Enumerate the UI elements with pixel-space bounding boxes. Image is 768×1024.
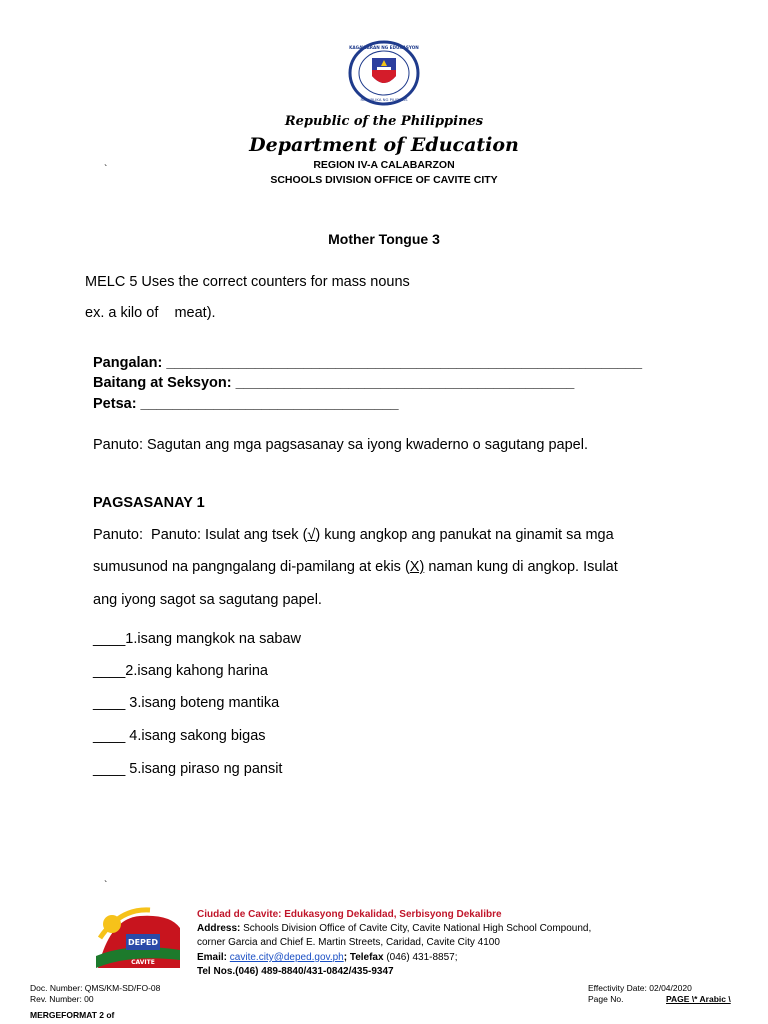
mergeformat-field: MERGEFORMAT 2 of xyxy=(30,1010,115,1020)
footer-address-line-1 xyxy=(197,923,591,935)
telefax-number: (046) 431-8857; xyxy=(383,952,458,963)
footer-tel-line xyxy=(197,966,394,978)
instruction-line-3: ang iyong sagot sa sagutang papel. xyxy=(93,592,322,608)
svg-text:DEPED: DEPED xyxy=(127,938,159,947)
x-mark-symbol: X) xyxy=(409,559,425,575)
footer-contact-line xyxy=(197,952,458,964)
stray-mark: ` xyxy=(104,880,108,891)
exercise-title: PAGSASANAY 1 xyxy=(93,495,205,511)
rev-number: Rev. Number: 00 xyxy=(30,994,94,1004)
effectivity-date: Effectivity Date: 02/04/2020 xyxy=(588,983,692,993)
address-label: Address: xyxy=(197,923,241,934)
republic-heading: Republic of the Philippines xyxy=(284,114,484,129)
melc-text: MELC 5 Uses the correct counters for mass nouns xyxy=(85,274,410,290)
svg-text:CAVITE: CAVITE xyxy=(131,959,155,966)
address-text: Schools Division Office of Cavite City, Cavite National High School Compound, xyxy=(240,923,592,934)
footer-motto: Ciudad de Cavite: Edukasyong Dekalidad, Serbisyong Dekalibre xyxy=(197,909,502,920)
instruction-text: Panuto: Panuto: Isulat ang tsek ( xyxy=(93,527,308,543)
email-link[interactable]: cavite.city@deped.gov.ph xyxy=(229,952,344,963)
telefax-label: ; Telefax xyxy=(343,952,384,963)
footer-address-line-2: corner Garcia and Chief E. Martin Streets, Caridad, Cavite City 4100 xyxy=(197,937,500,948)
tel-numbers: (046) 489-8840/431-0842/435-9347 xyxy=(235,966,394,977)
example-text: ex. a kilo of meat). xyxy=(85,305,216,321)
name-field[interactable]: Pangalan: ___________________________________________________________ xyxy=(93,355,643,371)
instruction-line-2 xyxy=(93,559,618,575)
division-heading: SCHOOLS DIVISION OFFICE OF CAVITE CITY xyxy=(270,174,498,186)
exercise-item[interactable]: ____2.isang kahong harina xyxy=(93,663,268,679)
check-mark-symbol: √ xyxy=(307,527,316,543)
svg-text:REPUBLIKA NG PILIPINAS: REPUBLIKA NG PILIPINAS xyxy=(360,97,408,102)
tel-label: Tel Nos. xyxy=(197,966,236,977)
subject-title: Mother Tongue 3 xyxy=(328,231,440,247)
stray-mark: ` xyxy=(104,164,108,175)
deped-seal-logo xyxy=(347,40,421,106)
page-number-field: PAGE \* Arabic \ xyxy=(666,994,731,1004)
general-instructions: Panuto: Sagutan ang mga pagsasanay sa iyong kwaderno o sagutang papel. xyxy=(93,437,588,453)
instruction-text: naman kung di angkop. Isulat xyxy=(424,559,618,575)
grade-section-field[interactable]: Baitang at Seksyon: __________________________________________ xyxy=(93,375,575,391)
exercise-item[interactable]: ____ 3.isang boteng mantika xyxy=(93,695,280,711)
instruction-text: sumusunod na pangngalang di-pamilang at ekis ( xyxy=(93,559,410,575)
instruction-line-1 xyxy=(93,527,614,543)
svg-text:KAGAWARAN NG EDUKASYON: KAGAWARAN NG EDUKASYON xyxy=(349,45,419,50)
exercise-item[interactable]: ____ 5.isang piraso ng pansit xyxy=(93,761,283,777)
date-field[interactable]: Petsa: ________________________________ xyxy=(93,396,399,412)
exercise-item[interactable]: ____ 4.isang sakong bigas xyxy=(93,728,266,744)
email-label: Email: xyxy=(197,952,230,963)
page-number-label: Page No. xyxy=(588,994,624,1004)
doc-number: Doc. Number: QMS/KM-SD/FO-08 xyxy=(30,983,161,993)
deped-cavite-logo xyxy=(90,898,186,978)
exercise-item[interactable]: ____1.isang mangkok na sabaw xyxy=(93,631,301,647)
region-heading: REGION IV-A CALABARZON xyxy=(313,159,455,171)
department-heading: Department of Education xyxy=(249,134,519,156)
instruction-text: ) kung angkop ang panukat na ginamit sa mga xyxy=(315,527,614,543)
